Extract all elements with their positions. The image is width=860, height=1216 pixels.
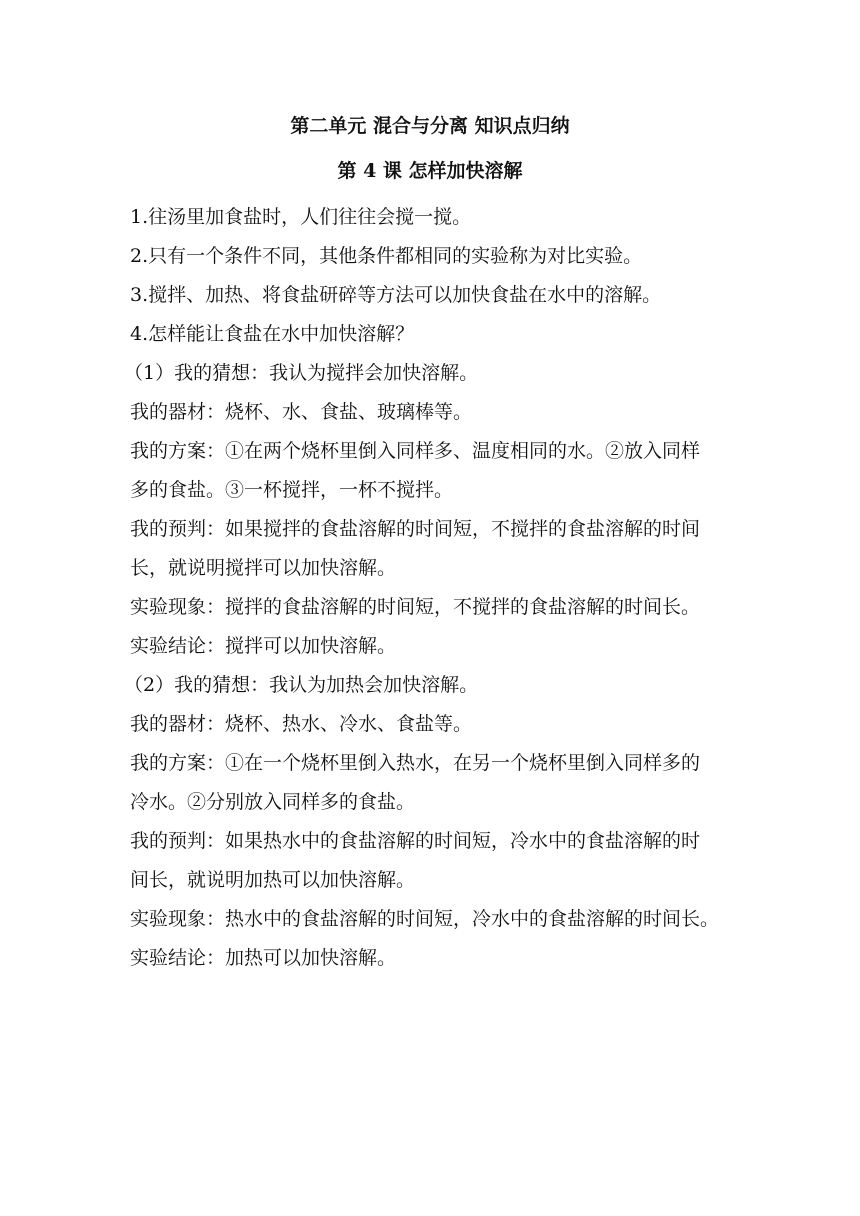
experiment-1-materials: 我的器材：烧杯、水、食盐、玻璃棒等。	[130, 401, 473, 423]
experiment-1-phenomenon: 实验现象：搅拌的食盐溶解的时间短，不搅拌的食盐溶解的时间长。	[130, 596, 701, 618]
experiment-2-phenomenon: 实验现象：热水中的食盐溶解的时间短，冷水中的食盐溶解的时间长。	[130, 908, 720, 930]
experiment-2-materials: 我的器材：烧杯、热水、冷水、食盐等。	[130, 713, 473, 735]
experiment-1-plan-line-1: 我的方案：①在两个烧杯里倒入同样多、温度相同的水。②放入同样	[130, 440, 701, 462]
experiment-2-plan-line-1: 我的方案：①在一个烧杯里倒入热水，在另一个烧杯里倒入同样多的	[130, 752, 701, 774]
experiment-1-conclusion: 实验结论：搅拌可以加快溶解。	[130, 635, 397, 657]
experiment-2-conclusion: 实验结论：加热可以加快溶解。	[130, 947, 397, 969]
experiment-2-prediction-line-2: 间长，就说明加热可以加快溶解。	[130, 869, 416, 891]
experiment-1-plan-line-2: 多的食盐。③一杯搅拌，一杯不搅拌。	[130, 479, 454, 501]
experiment-2-prediction-line-1: 我的预判：如果热水中的食盐溶解的时间短，冷水中的食盐溶解的时	[130, 830, 701, 852]
experiment-1-prediction-line-1: 我的预判：如果搅拌的食盐溶解的时间短，不搅拌的食盐溶解的时间	[130, 518, 701, 540]
point-1: 1.往汤里加食盐时，人们往往会搅一搅。	[130, 206, 472, 228]
experiment-1-guess: （1）我的猜想：我认为搅拌会加快溶解。	[124, 362, 479, 384]
document-title: 第二单元 混合与分离 知识点归纳	[290, 115, 570, 137]
experiment-1-prediction-line-2: 长，就说明搅拌可以加快溶解。	[130, 557, 397, 579]
point-2: 2.只有一个条件不同，其他条件都相同的实验称为对比实验。	[130, 245, 643, 267]
experiment-2-plan-line-2: 冷水。②分别放入同样多的食盐。	[130, 791, 416, 813]
point-3: 3.搅拌、加热、将食盐研碎等方法可以加快食盐在水中的溶解。	[130, 284, 662, 306]
experiment-2-guess: （2）我的猜想：我认为加热会加快溶解。	[124, 674, 479, 696]
point-4: 4.怎样能让食盐在水中加快溶解？	[130, 323, 415, 345]
document-body	[124, 198, 730, 978]
lesson-title: 第 4 课 怎样加快溶解	[337, 160, 523, 182]
